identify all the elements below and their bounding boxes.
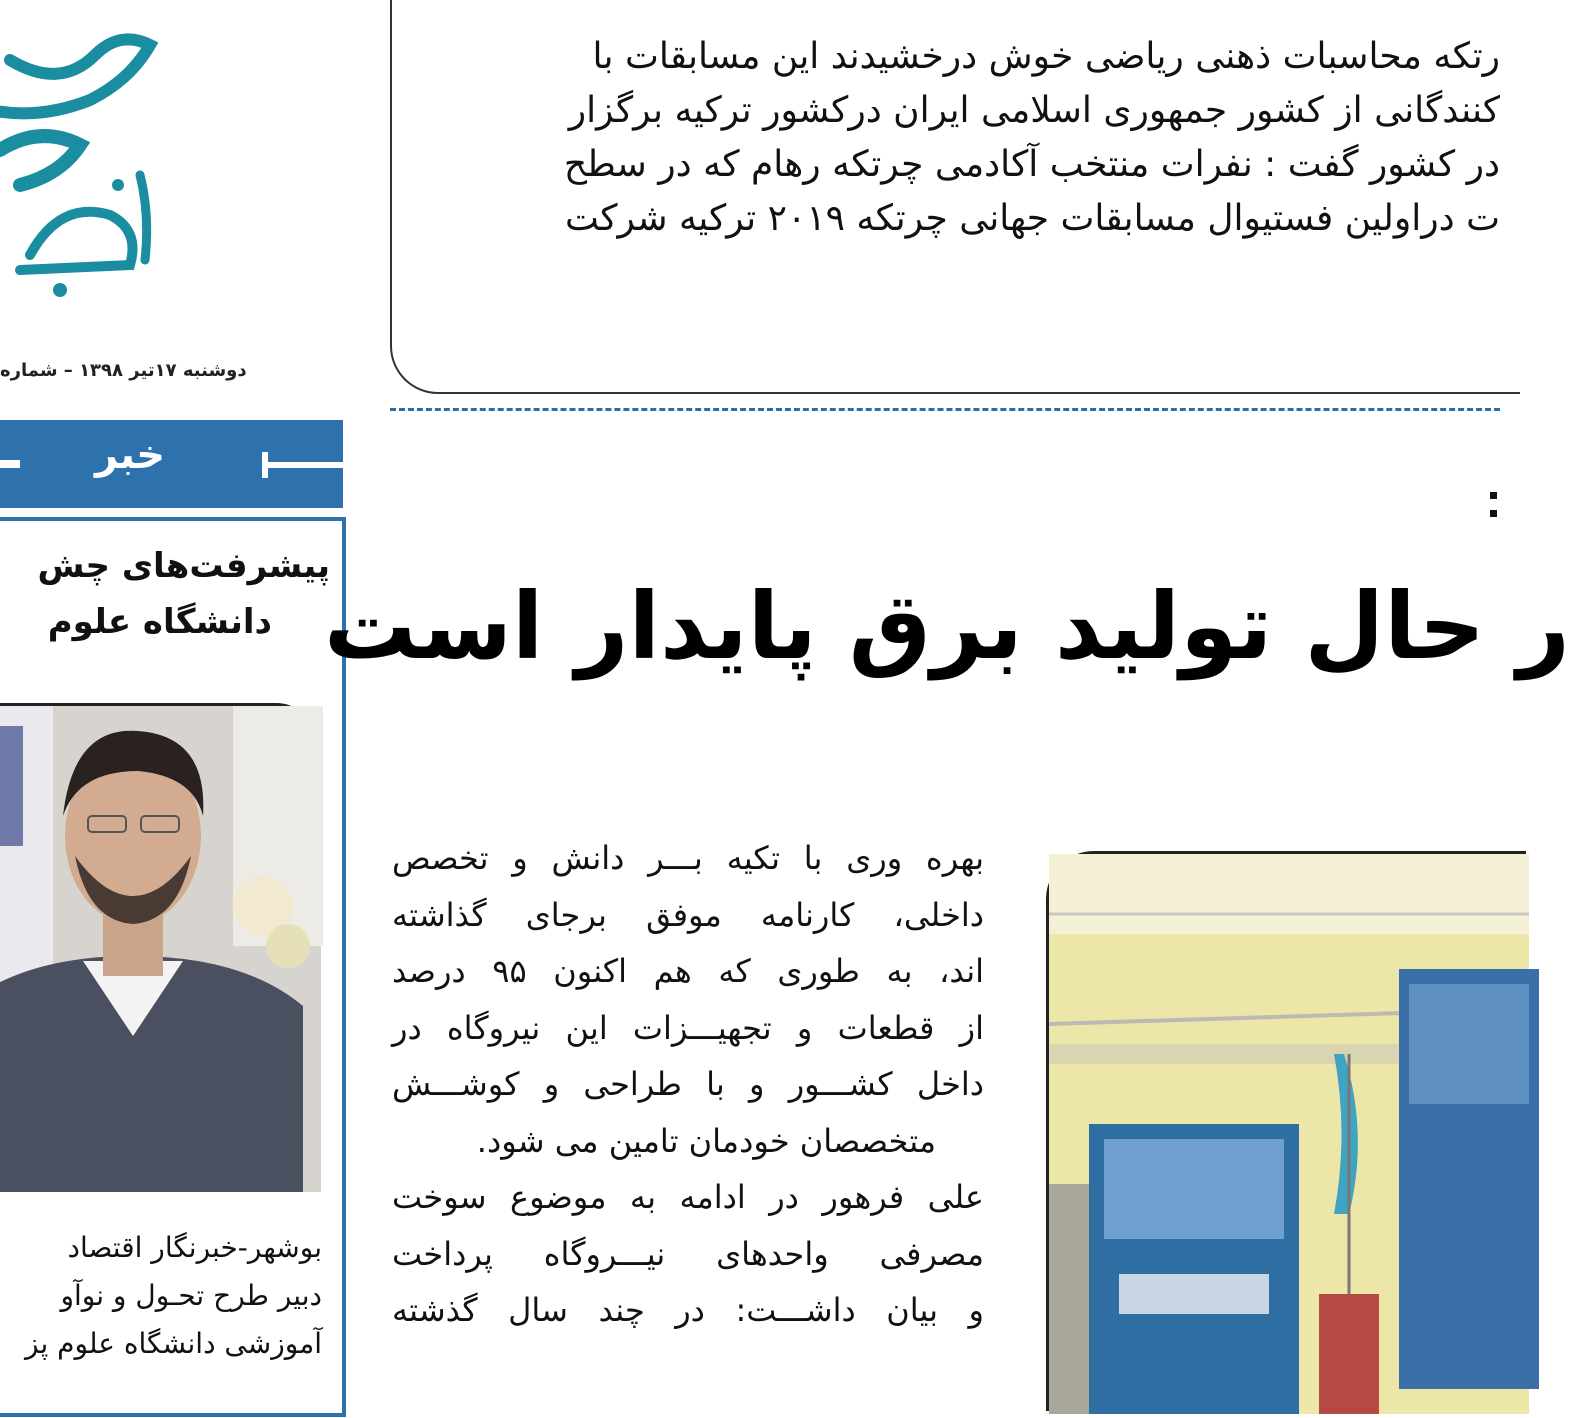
left-body-text	[0, 1224, 322, 1368]
issue-date-line: دوشنبه ۱۷تیر ۱۳۹۸ – شماره	[0, 360, 247, 381]
newspaper-logo	[0, 0, 245, 345]
portrait-photo	[0, 703, 318, 1189]
portrait-image	[0, 706, 321, 1192]
event-photo-image	[1049, 854, 1529, 1414]
bar-ornament	[262, 462, 343, 468]
article-line: و بیان داشـــت: در چند سال گذشته	[392, 1291, 984, 1329]
article-line: داخل کشـــور و با طراحی و کوشـــش	[392, 1065, 984, 1103]
left-body-line: بوشهر-خبرنگار اقتصاد	[67, 1231, 322, 1264]
article-body	[392, 830, 984, 1339]
logo-calligraphy-icon	[0, 0, 245, 345]
dashed-separator	[390, 408, 1500, 411]
article-line: داخلی، کارنامه موفق برجای گذاشته	[392, 895, 984, 934]
left-headline-line: پیشرفت‌های چش	[37, 546, 330, 586]
quote-line: ت دراولین فستیوال مسابقات جهانی چرتکه ۲۰۱۹ ترکیه شرکت	[565, 198, 1500, 239]
article-line: از قطعات و تجهیـــزات این نیروگاه در	[392, 1008, 984, 1047]
quote-line: کنندگانی از کشور جمهوری اسلامی ایران درکشور ترکیه برگزار	[568, 90, 1500, 131]
section-label: خبر	[95, 432, 166, 478]
quote-line: رتکه محاسبات ذهنی ریاضی خوش درخشیدند این مسابقات با	[592, 36, 1500, 77]
article-line: اند، به طوری که هم اکنون ۹۵ درصد	[392, 952, 985, 990]
main-headline: ر حال تولید برق پایدار است	[324, 573, 1570, 680]
left-headline-line: دانشگاه علوم	[47, 602, 272, 642]
event-photo	[1046, 851, 1526, 1411]
article-line: بهره وری با تکیه بـــر دانش و تخصص	[392, 839, 984, 877]
left-headline	[0, 538, 330, 650]
article-line: مصرفی واحدهای نیـــروگاه پرداخت	[392, 1234, 984, 1273]
quote-line: در کشور گفت : نفرات منتخب آکادمی چرتکه رهام که در سطح	[563, 144, 1500, 185]
colon-mark	[1488, 490, 1500, 520]
article-line: علی فرهور در ادامه به موضوع سوخت	[392, 1178, 984, 1216]
left-body-line: آموزشی دانشگاه علوم پز	[25, 1327, 322, 1360]
article-line: متخصصان خودمان تامین می شود.	[476, 1121, 936, 1160]
section-tab	[0, 420, 343, 508]
left-body-line: دبیر طرح تحـول و نوآو	[60, 1279, 322, 1312]
bar-ornament	[0, 460, 20, 468]
quote-text	[420, 30, 1500, 246]
